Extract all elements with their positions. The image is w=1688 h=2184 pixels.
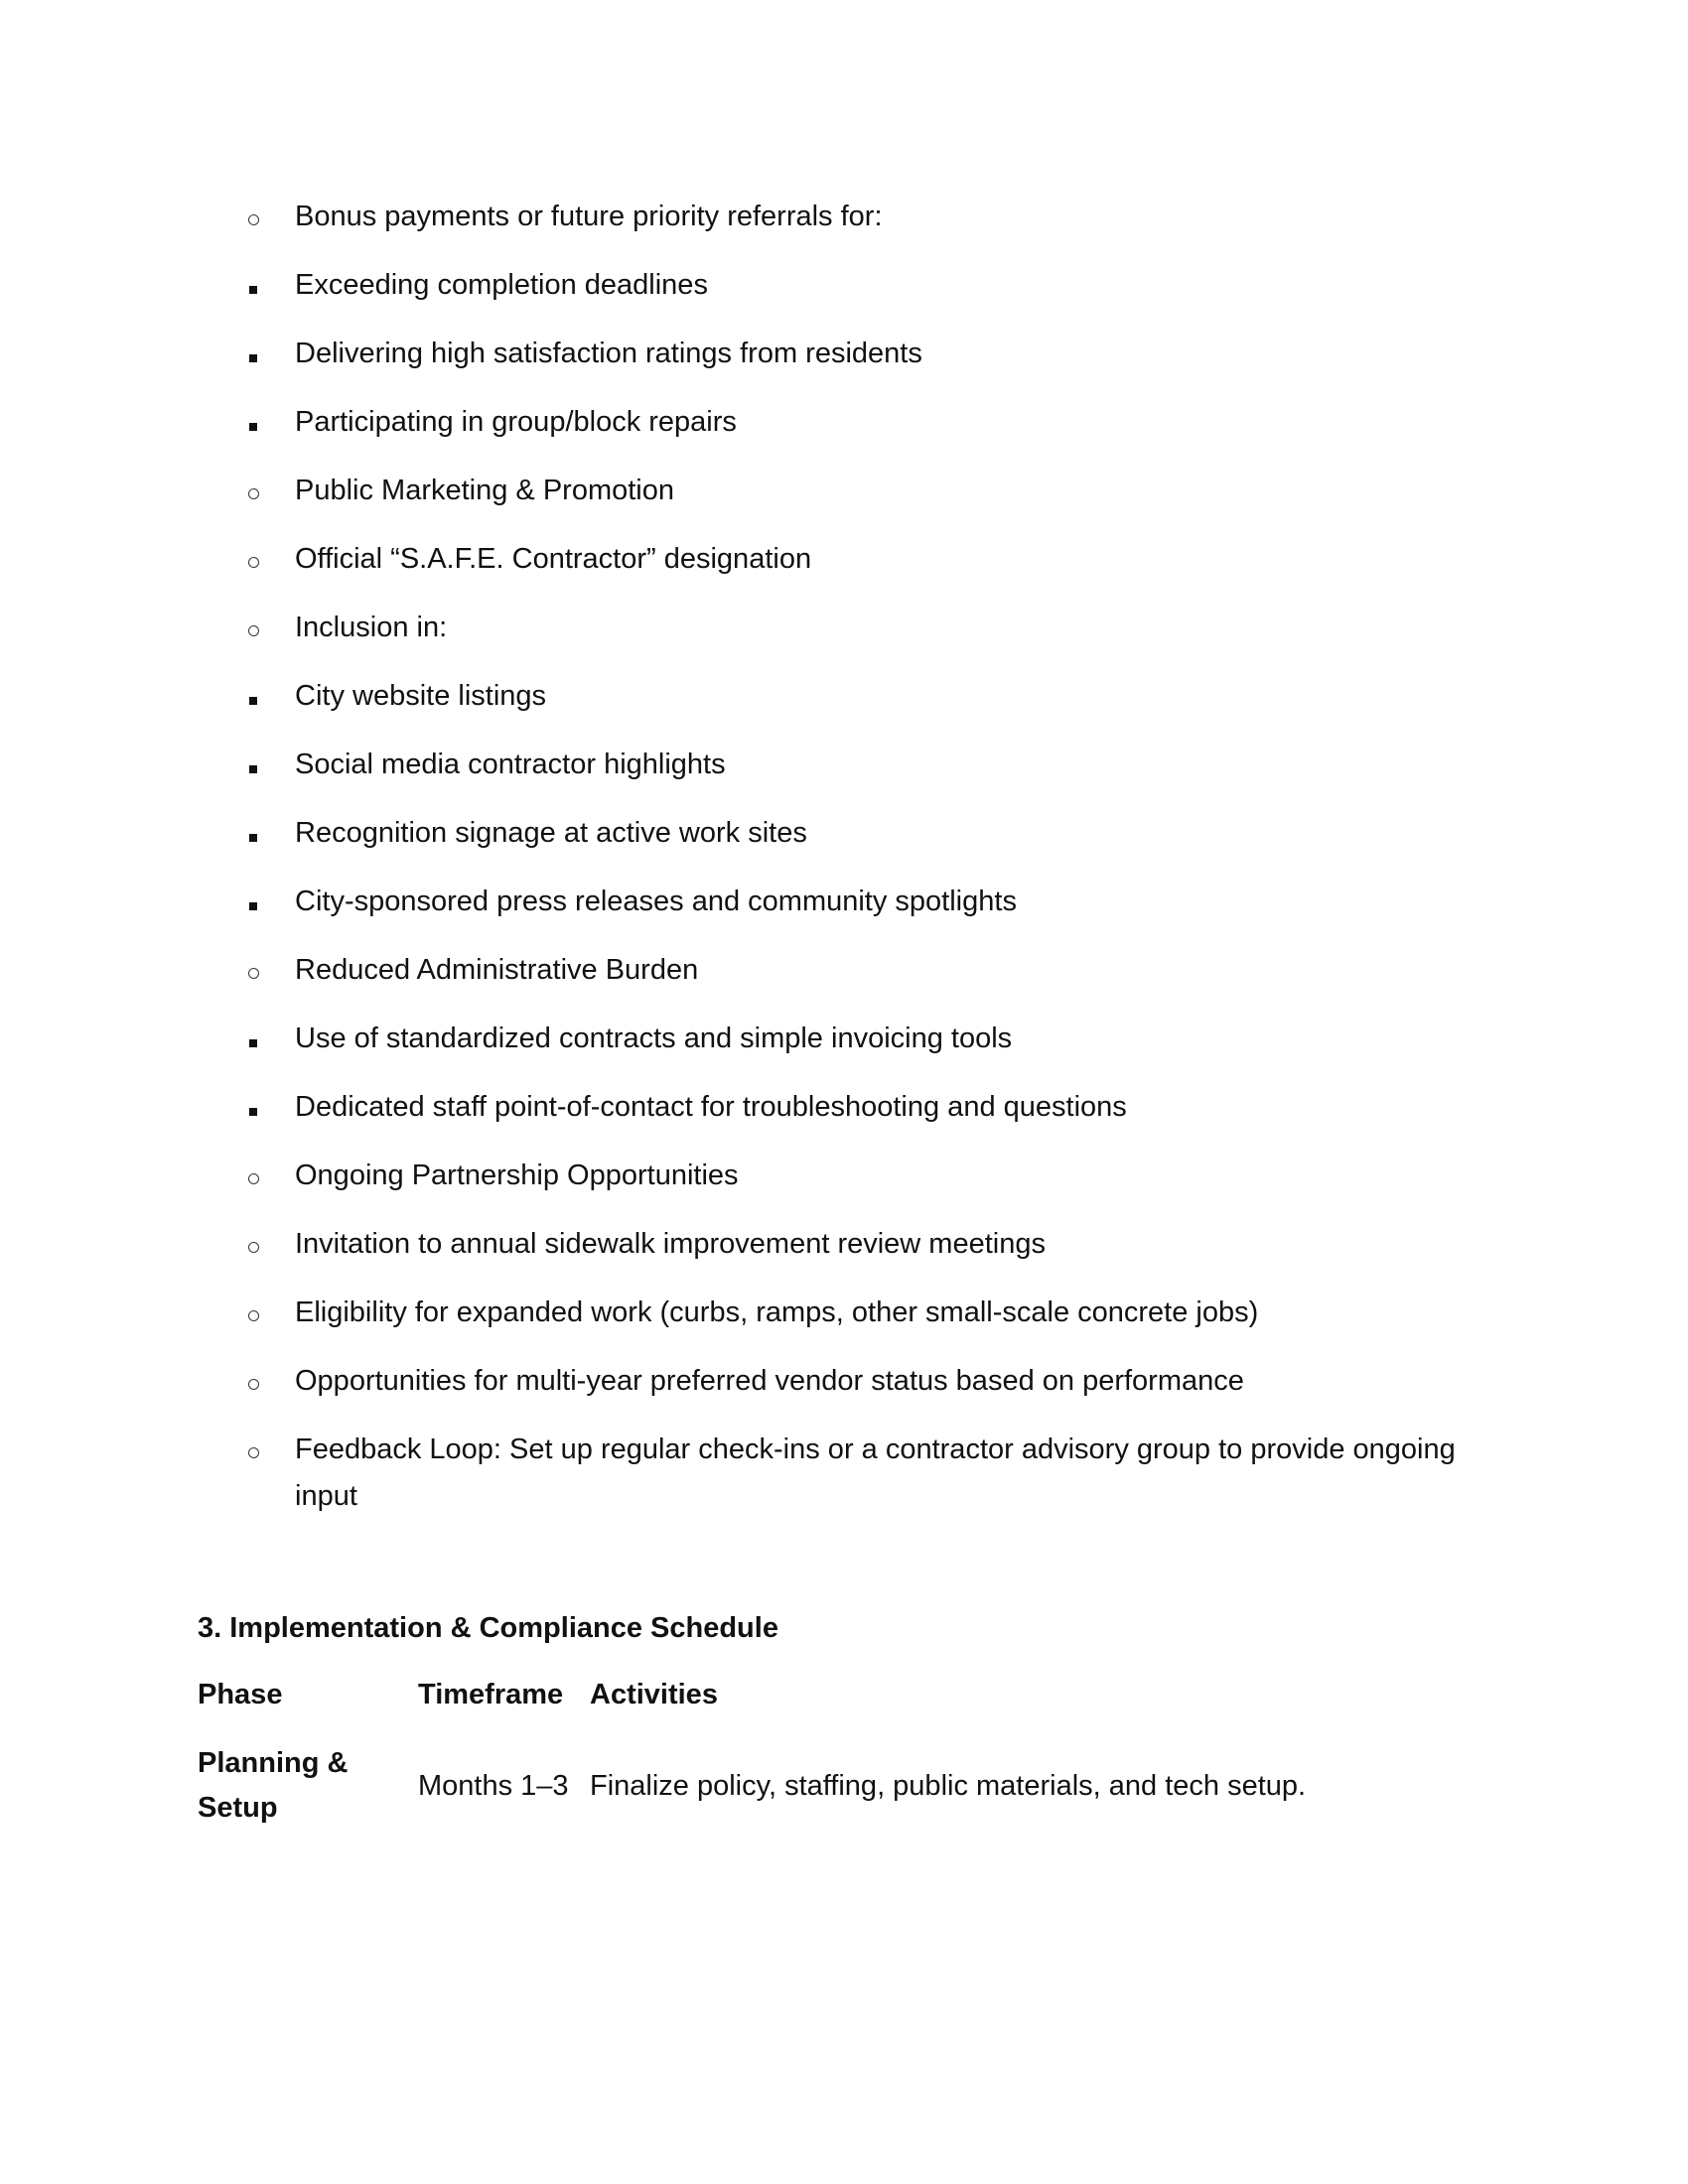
hollow-circle-bullet-icon bbox=[246, 194, 260, 240]
list-item-text: Eligibility for expanded work (curbs, ramps, other small-scale concrete jobs) bbox=[295, 1297, 1259, 1328]
section-heading: 3. Implementation & Compliance Schedule bbox=[198, 1612, 778, 1644]
list-item-text: Exceeding completion deadlines bbox=[295, 269, 708, 301]
list-item-text: Social media contractor highlights bbox=[295, 749, 726, 780]
list-item bbox=[0, 879, 1457, 925]
table-header-phase: Phase bbox=[198, 1679, 283, 1710]
hollow-circle-bullet-icon bbox=[246, 1427, 260, 1473]
table-cell-timeframe: Months 1–3 bbox=[418, 1770, 569, 1802]
hollow-circle-bullet-icon bbox=[246, 605, 260, 651]
list-item bbox=[0, 1358, 1457, 1405]
list-item-text: Feedback Loop: Set up regular check-ins or a contractor advisory group to provide ongoing input bbox=[295, 1433, 1456, 1512]
hollow-circle-bullet-icon bbox=[246, 947, 260, 994]
list-item-text: Official “S.A.F.E. Contractor” designation bbox=[295, 543, 812, 575]
list-item bbox=[0, 536, 1457, 583]
square-bullet-icon bbox=[246, 399, 260, 446]
list-item-text: Use of standardized contracts and simple invoicing tools bbox=[295, 1023, 1013, 1054]
list-item-text: Dedicated staff point-of-contact for troubleshooting and questions bbox=[295, 1091, 1127, 1123]
list-item bbox=[0, 331, 1457, 377]
table-header-activities: Activities bbox=[590, 1679, 718, 1710]
table-header-timeframe: Timeframe bbox=[418, 1679, 564, 1710]
list-item-text: Reduced Administrative Burden bbox=[295, 954, 699, 986]
list-item-text: Opportunities for multi-year preferred vendor status based on performance bbox=[295, 1365, 1244, 1397]
list-item bbox=[0, 1290, 1457, 1336]
hollow-circle-bullet-icon bbox=[246, 536, 260, 583]
list-item bbox=[0, 810, 1457, 857]
square-bullet-icon bbox=[246, 673, 260, 720]
list-item bbox=[0, 673, 1457, 720]
square-bullet-icon bbox=[246, 810, 260, 857]
list-item bbox=[0, 1427, 1457, 1520]
hollow-circle-bullet-icon bbox=[246, 1358, 260, 1405]
list-item-text: Public Marketing & Promotion bbox=[295, 475, 674, 506]
list-item bbox=[0, 399, 1457, 446]
square-bullet-icon bbox=[246, 742, 260, 788]
square-bullet-icon bbox=[246, 879, 260, 925]
table-cell-activities: Finalize policy, staffing, public materials, and tech setup. bbox=[590, 1770, 1307, 1802]
list-item bbox=[0, 1153, 1457, 1199]
table-cell-phase: Planning & Setup bbox=[198, 1747, 349, 1824]
list-item bbox=[0, 1016, 1457, 1062]
bullet-list bbox=[0, 194, 1688, 1542]
list-item bbox=[0, 1084, 1457, 1131]
list-item-text: Inclusion in: bbox=[295, 612, 448, 643]
list-item-text: Participating in group/block repairs bbox=[295, 406, 737, 438]
list-item bbox=[0, 742, 1457, 788]
list-item bbox=[0, 1221, 1457, 1268]
list-item bbox=[0, 605, 1457, 651]
list-item bbox=[0, 947, 1457, 994]
square-bullet-icon bbox=[246, 262, 260, 309]
list-item-text: City-sponsored press releases and community spotlights bbox=[295, 886, 1017, 917]
hollow-circle-bullet-icon bbox=[246, 1290, 260, 1336]
hollow-circle-bullet-icon bbox=[246, 1221, 260, 1268]
square-bullet-icon bbox=[246, 1016, 260, 1062]
list-item bbox=[0, 262, 1457, 309]
hollow-circle-bullet-icon bbox=[246, 468, 260, 514]
square-bullet-icon bbox=[246, 1084, 260, 1131]
square-bullet-icon bbox=[246, 331, 260, 377]
list-item-text: Bonus payments or future priority referrals for: bbox=[295, 201, 883, 232]
list-item-text: Invitation to annual sidewalk improvement review meetings bbox=[295, 1228, 1046, 1260]
list-item bbox=[0, 468, 1457, 514]
list-item-text: Delivering high satisfaction ratings from residents bbox=[295, 338, 922, 369]
hollow-circle-bullet-icon bbox=[246, 1153, 260, 1199]
list-item-text: Recognition signage at active work sites bbox=[295, 817, 807, 849]
list-item bbox=[0, 194, 1457, 240]
list-item-text: Ongoing Partnership Opportunities bbox=[295, 1160, 739, 1191]
list-item-text: City website listings bbox=[295, 680, 547, 712]
